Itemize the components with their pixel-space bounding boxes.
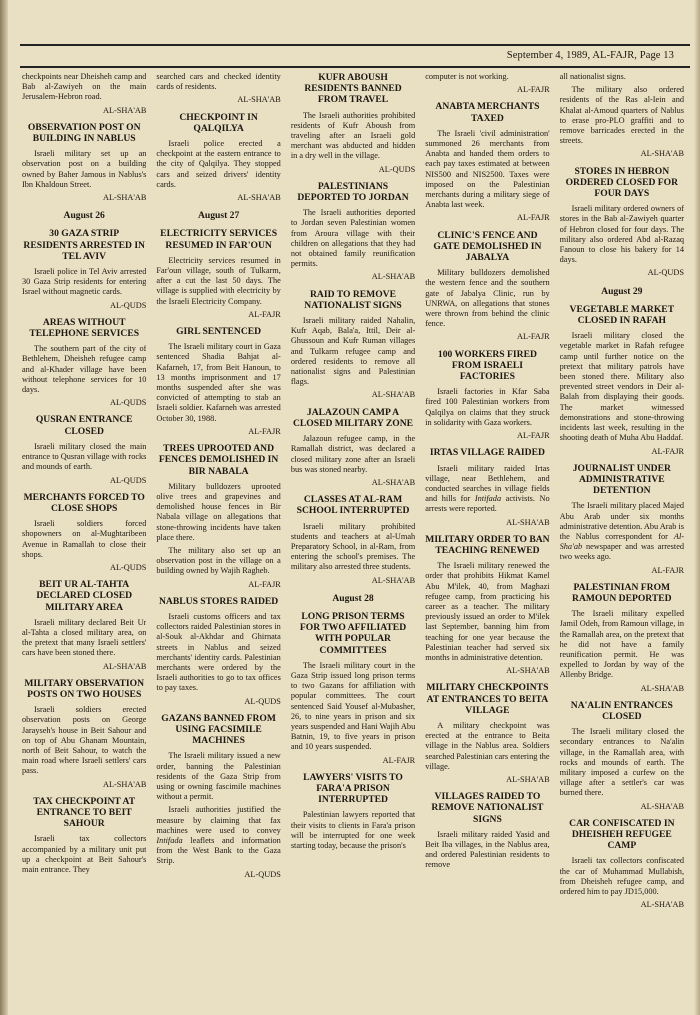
article-body: Israeli military raided Nahalin, Kufr Aqab, Bala'a, Ittil, Deir al-Ghussoun and Kufr Ruman villages and Tulkarm refugee camp and ordered residents to remove all nationalist signs and Palestinian flags.	[290, 316, 416, 387]
article-body: Israeli factories in Kfar Saba fired 100 Palestinian workers from Qalqilya on claims that they struck in solidarity with Gaza workers.	[425, 387, 550, 427]
article-body: Military bulldozers uprooted olive trees and grapevines and demolished house fences in Bir Nabala village on allegations that stone-throwing incidents have taken place there.	[156, 481, 281, 542]
article-headline: VEGETABLE MARKET CLOSED IN RAFAH	[569, 303, 675, 327]
body-text: Israeli military raided Irtas village, near Bethlehem, and conducted searches in village fields and hills for	[425, 463, 550, 504]
article-body: The southern part of the city of Bethlehem, Dheisheh refugee camp and al-Khader village have been without telephone services for 10 days.	[22, 344, 147, 395]
article-body: Israeli military raided Yasid and Beit Iba villages, in the Nablus area, and ordered Palestinian residents to remove	[425, 829, 550, 870]
italic-term: Intifada	[474, 494, 502, 504]
article-headline: MERCHANTS FORCED TO CLOSE SHOPS	[23, 491, 145, 514]
article-body: searched cars and checked identity cards of residents.	[156, 72, 281, 92]
article-headline: QUSRAN ENTRANCE CLOSED	[35, 414, 133, 437]
article-headline: CAR CONFISCATED IN DHEISHEH REFUGEE CAMP	[569, 817, 675, 852]
article-headline: ANABTA MERCHANTS TAXED	[435, 101, 540, 124]
body-text: leaflets and information from the West Bank to the Gaza Strip.	[156, 836, 281, 866]
article-source: AL-FAJR	[517, 332, 550, 342]
article-source: AL-FAJR	[382, 755, 416, 765]
article-body: Military bulldozers demolished the western fence and the southern gate of Jabalya Clinic, run by UNRWA, on allegations that stones were thrown from behind the clinic fence.	[425, 268, 550, 329]
article-source: AL-QUDS	[244, 696, 281, 706]
article-headline: LONG PRISON TERMS FOR TWO AFFILIATED WITH POPULAR COMMITTEES	[299, 610, 407, 656]
article-source: AL-SHA'AB	[102, 779, 147, 789]
article-body: Israeli military set up an observation post on a building owned by Baher Jamous in Nablus's Ibn Khaldoun Street.	[22, 149, 147, 189]
article-source: AL-SHA'AB	[640, 149, 685, 159]
article-source: AL-FAJR	[517, 213, 550, 223]
page-binding-shadow	[0, 0, 8, 1015]
body-text: Israeli authorities justified the measure by claiming that fax machines were used to convey	[156, 805, 281, 835]
article-source: AL-FAJR	[517, 431, 550, 441]
article-body: Israeli soldiers erected observation posts on George Jarayseh's house in Beit Sahour and on top of Abu Ghanam Mountain, north of Beit Sahour, to watch the main road where Israeli settlers' cars pass.	[22, 705, 147, 776]
article-headline: IRTAS VILLAGE RAIDED	[429, 447, 545, 459]
article-body: The Israeli military closed the secondary entrances to Na'alin village, in the Ramallah area, with rocks and mounds of earth. The military imposed a curfew on the village after a settler's car was burned there.	[559, 727, 685, 798]
article-source: AL-SHA'AB	[102, 105, 147, 115]
article-source: AL-FAJR	[651, 565, 685, 575]
article-body: The Israeli authorities prohibited residents of Kufr Aboush from traveling after an Israeli gold merchant was abducted and hidden in a dry well in the village.	[290, 110, 416, 161]
article-body	[560, 501, 684, 562]
article-source: AL-QUDS	[378, 164, 416, 174]
article-headline: CHECKPOINT IN QALQILYA	[179, 111, 258, 134]
article-source: AL-QUDS	[109, 300, 147, 310]
article-body: Palestinian lawyers reported that their visits to clients in Fara'a prison will be interrupted for one week starting today, because the prison's	[290, 810, 416, 850]
article-body: Israeli soldiers forced shopowners on al-Mughtaribeen Avenue in Ramallah to close their shops.	[22, 519, 147, 559]
article-body: Israeli tax collectors confiscated the car of Muhammad Mullabish, from Dheisheh refugee camp, and ordered him to pay JD15,000.	[559, 856, 685, 897]
date-heading: August 26	[63, 210, 105, 222]
article-body: checkpoints near Dheisheh camp and Bab al-Zawiyeh on the main Jerusalem-Hebron road.	[22, 72, 147, 102]
article-body: Israeli customs officers and tax collectors raided Palestinian stores in al-Souk al-Akhdar and Ghirnata streets in Nablus and seized merchants' identity cards. Palestinian merchants were ordered by the Israeli authorities to go to tax offices to pay taxes.	[156, 611, 281, 693]
article-source: AL-SHA'AB	[237, 95, 281, 105]
article-headline: 30 GAZA STRIP RESIDENTS ARRESTED IN TEL AVIV	[23, 228, 145, 262]
header-rule-lower	[20, 66, 690, 68]
article-body: The military also ordered residents of the Ras al-Iein and Khalat al-Amoud quarters of Nablus to erase pro-PLO graffiti and to remove barricades erected in the streets.	[559, 85, 685, 146]
article-body: Israeli military closed the main entrance to Qusran village with rocks and mounds of earth.	[22, 441, 147, 472]
article-source: AL-SHA'AB	[102, 661, 147, 671]
article-body: computer is not working.	[425, 72, 509, 81]
column-2	[156, 72, 280, 1007]
article-headline: NA'ALIN ENTRANCES CLOSED	[570, 699, 673, 722]
column-4	[425, 72, 549, 1007]
body-text: activists. No arrests were reported.	[425, 494, 550, 514]
article-source: AL-QUDS	[109, 475, 147, 485]
article-source: AL-SHA'AB	[237, 193, 281, 203]
article-headline: JALAZOUN CAMP A CLOSED MILITARY ZONE	[292, 406, 414, 429]
article-source: AL-SHA'AB	[506, 774, 550, 784]
article-body: Israeli tax collectors accompanied by a military unit put up a checkpoint at Beit Sahour's main entrance. They	[22, 834, 147, 874]
article-headline: NABLUS STORES RAIDED	[158, 595, 279, 607]
article-body: The military also set up an observation post in the village on a building owned by Wajih Ragheb.	[156, 545, 281, 576]
article-body: Electricity services resumed in Far'oun village, south of Tulkarm, after a cut the last 50 days. The village is supplied with electricity by the Israeli Electricity Company.	[156, 255, 281, 306]
article-source: AL-SHA'AB	[371, 272, 416, 282]
article-columns	[22, 72, 684, 1007]
article-headline: GIRL SENTENCED	[176, 326, 262, 338]
article-source: AL-FAJR	[248, 579, 281, 589]
article-source: AL-FAJR	[248, 426, 281, 436]
column-5	[560, 72, 684, 1007]
date-heading: August 27	[197, 210, 240, 222]
article-headline: TAX CHECKPOINT AT ENTRANCE TO BEIT SAHOUR	[33, 795, 136, 830]
article-headline: GAZANS BANNED FROM USING FACSIMILE MACHINES	[161, 712, 276, 747]
article-body	[425, 464, 549, 515]
article-source: AL-FAJR	[517, 85, 550, 95]
article-headline: CLASSES AT AL-RAM SCHOOL INTERRUPTED	[296, 494, 410, 517]
article-body: Israeli military closed the vegetable market in Rafah refugee camp until further notice on the pretext that military patrols have been stoned there. Military also prevented street vendors in Deir al-Balah from displaying their goods. The market witnessed demonstrations and stone-throwing incidents last week, resulting in the shooting death of Muha Abu Haddaf.	[559, 331, 685, 443]
article-body: Israeli police in Tel Aviv arrested 30 Gaza Strip residents for entering Israel without magnetic cards.	[22, 267, 147, 297]
article-body: Israeli police erected a checkpoint at the eastern entrance to the city of Qalqilya. They stopped cars and seized drivers' identity cards.	[156, 139, 281, 189]
date-heading: August 28	[332, 592, 374, 604]
article-body: Jalazoun refugee camp, in the Ramallah district, was declared a closed military zone after an Israeli bus was stoned nearby.	[290, 434, 416, 474]
article-body: The Israeli military issued a new order, banning the Palestinian residents of the Gaza Strip from using or owning fascimile machines without a permit.	[156, 751, 281, 802]
article-body: all nationalist signs.	[559, 72, 626, 81]
article-source: AL-SHA'AB	[371, 477, 416, 487]
header-rule	[20, 44, 690, 46]
article-source: AL-QUDS	[244, 869, 281, 879]
article-source: AL-SHA'AB	[640, 900, 685, 910]
page-edge	[694, 0, 700, 1015]
article-headline: BEIT UR AL-TAHTA DECLARED CLOSED MILITARY AREA	[36, 579, 133, 613]
italic-term: Al-Sha'ab	[559, 531, 685, 552]
article-headline: AREAS WITHOUT TELEPHONE SERVICES	[29, 316, 140, 340]
article-body: Israeli military prohibited students and teachers at al-Umah Preparatory School, in al-Ram, from entering the school's premises. The military also arrested three students.	[290, 521, 416, 572]
article-headline: CLINIC'S FENCE AND GATE DEMOLISHED IN JABALYA	[433, 229, 542, 264]
article-headline: ELECTRICITY SERVICES RESUMED IN FAR'OUN	[160, 228, 278, 251]
article-headline: PALESTINIAN FROM RAMOUN DEPORTED	[572, 581, 672, 604]
article-source: AL-FAJR	[651, 446, 685, 456]
article-headline: JOURNALIST UNDER ADMINISTRATIVE DETENTION	[572, 462, 671, 497]
article-body: Israeli military ordered owners of stores in the Bab al-Zawiyeh quarter of Hebron closed for four days. The military also ordered Abd al-Razaq Fanoun to close his bakery for 14 days.	[559, 204, 685, 265]
article-headline: STORES IN HEBRON ORDERED CLOSED FOR FOUR DAYS	[565, 165, 679, 200]
article-source: AL-QUDS	[647, 268, 685, 278]
article-headline: RAID TO REMOVE NATIONALIST SIGNS	[304, 288, 402, 311]
article-body: Israeli military declared Beit Ur al-Tahta a closed military area, on the pretext that many Israeli settlers' cars have been stoned there.	[22, 617, 147, 658]
body-text: The Israeli military placed Majed Abu Arab under six months administrative detention. Abu Arab is the Nablus correspondent for	[559, 501, 685, 541]
article-headline: VILLAGES RAIDED TO REMOVE NATIONALIST SIGNS	[431, 791, 544, 825]
date-heading: August 29	[601, 285, 643, 297]
article-headline: MILITARY OBSERVATION POSTS ON TWO HOUSES	[24, 677, 145, 700]
article-body: The Israeli military renewed the order that prohibits Hikmat Kamel Abu M'ilek, 40, from Maghazi refugee camp, from practicing his career as a teacher. The military previously issued an order to M'ilek last September, banning him from teaching for one year because the Palestinian teacher had served six months in administrative detention.	[425, 561, 550, 662]
column-1	[22, 72, 146, 1007]
article-body: The Israeli military court in Gaza sentenced Shadia Bahjat al-Kafarneh, 17, from Beit Hanoun, to 13 months imprisonment and 17 months suspended after she was convicted of attempting to stab an Israeli soldier. Kafarneh was arrested October 30, 1988.	[156, 342, 281, 423]
article-source: AL-SHA'AB	[506, 517, 550, 527]
body-text: newspaper and was arrested two weeks ago.	[559, 542, 685, 562]
article-headline: PALESTINIANS DEPORTED TO JORDAN	[297, 180, 409, 204]
article-headline: LAWYERS' VISITS TO FARA'A PRISON INTERRUPTED	[303, 771, 403, 806]
article-source: AL-QUDS	[109, 398, 147, 408]
article-source: AL-SHA'AB	[371, 575, 416, 585]
article-source: AL-SHA'AB	[640, 683, 685, 693]
article-source: AL-SHA'AB	[371, 390, 416, 400]
article-headline: OBSERVATION POST ON BUILDING IN NABLUS	[27, 121, 141, 145]
article-source: AL-FAJR	[248, 309, 281, 319]
article-body: The Israeli 'civil administration' summoned 26 merchants from Anabta and handed them orders to each pay taxes estimated at between NIS500 and NIS2500. Taxes were imposed on the Palestinian merchants during a military siege of Anabta last week.	[425, 128, 550, 210]
article-headline: TREES UPROOTED AND FENCES DEMOLISHED IN BIR NABALA	[158, 443, 279, 477]
article-body: A military checkpoint was erected at the entrance to Beita village in the Nablus area. Soldiers searched Palestinian cars entering the village.	[425, 720, 550, 771]
article-body: The Israeli military court in the Gaza Strip issued long prison terms to two Gazans for affiliation with popular committees. The court sentenced Said Yousef al-Mubasher, 26, to nine years in prison and six years suspended and Hani Wajih Abu Batnin, 19, to five years in prison and 10 years suspended.	[290, 660, 416, 752]
article-body: The Israeli military expelled Jamil Odeh, from Ramoun village, in the Ramallah area, on the pretext that he did not have a family reunification permit. He was expelled to Jordan by way of the Allenby Bridge.	[559, 609, 685, 680]
article-body	[156, 805, 280, 866]
running-header: September 4, 1989, AL-FAJR, Page 13	[506, 50, 674, 61]
article-headline: KUFR ABOUSH RESIDENTS BANNED FROM TRAVEL	[304, 72, 402, 106]
article-headline: MILITARY ORDER TO BAN TEACHING RENEWED	[425, 533, 550, 556]
article-source: AL-SHA'AB	[640, 801, 685, 811]
italic-term: Intifada	[156, 836, 183, 845]
article-body: The Israeli authorities deported to Jordan seven Palestinian women from Aroura village with their children on allegations that they had not obtained family reunification permits.	[290, 208, 416, 269]
column-3	[291, 72, 415, 1007]
article-headline: MILITARY CHECKPOINTS AT ENTRANCES TO BEITA VILLAGE	[426, 682, 549, 716]
article-source: AL-SHA'AB	[102, 193, 147, 203]
article-source: AL-QUDS	[109, 562, 147, 572]
article-headline: 100 WORKERS FIRED FROM ISRAELI FACTORIES	[437, 348, 537, 383]
article-source: AL-SHA'AB	[506, 666, 550, 676]
